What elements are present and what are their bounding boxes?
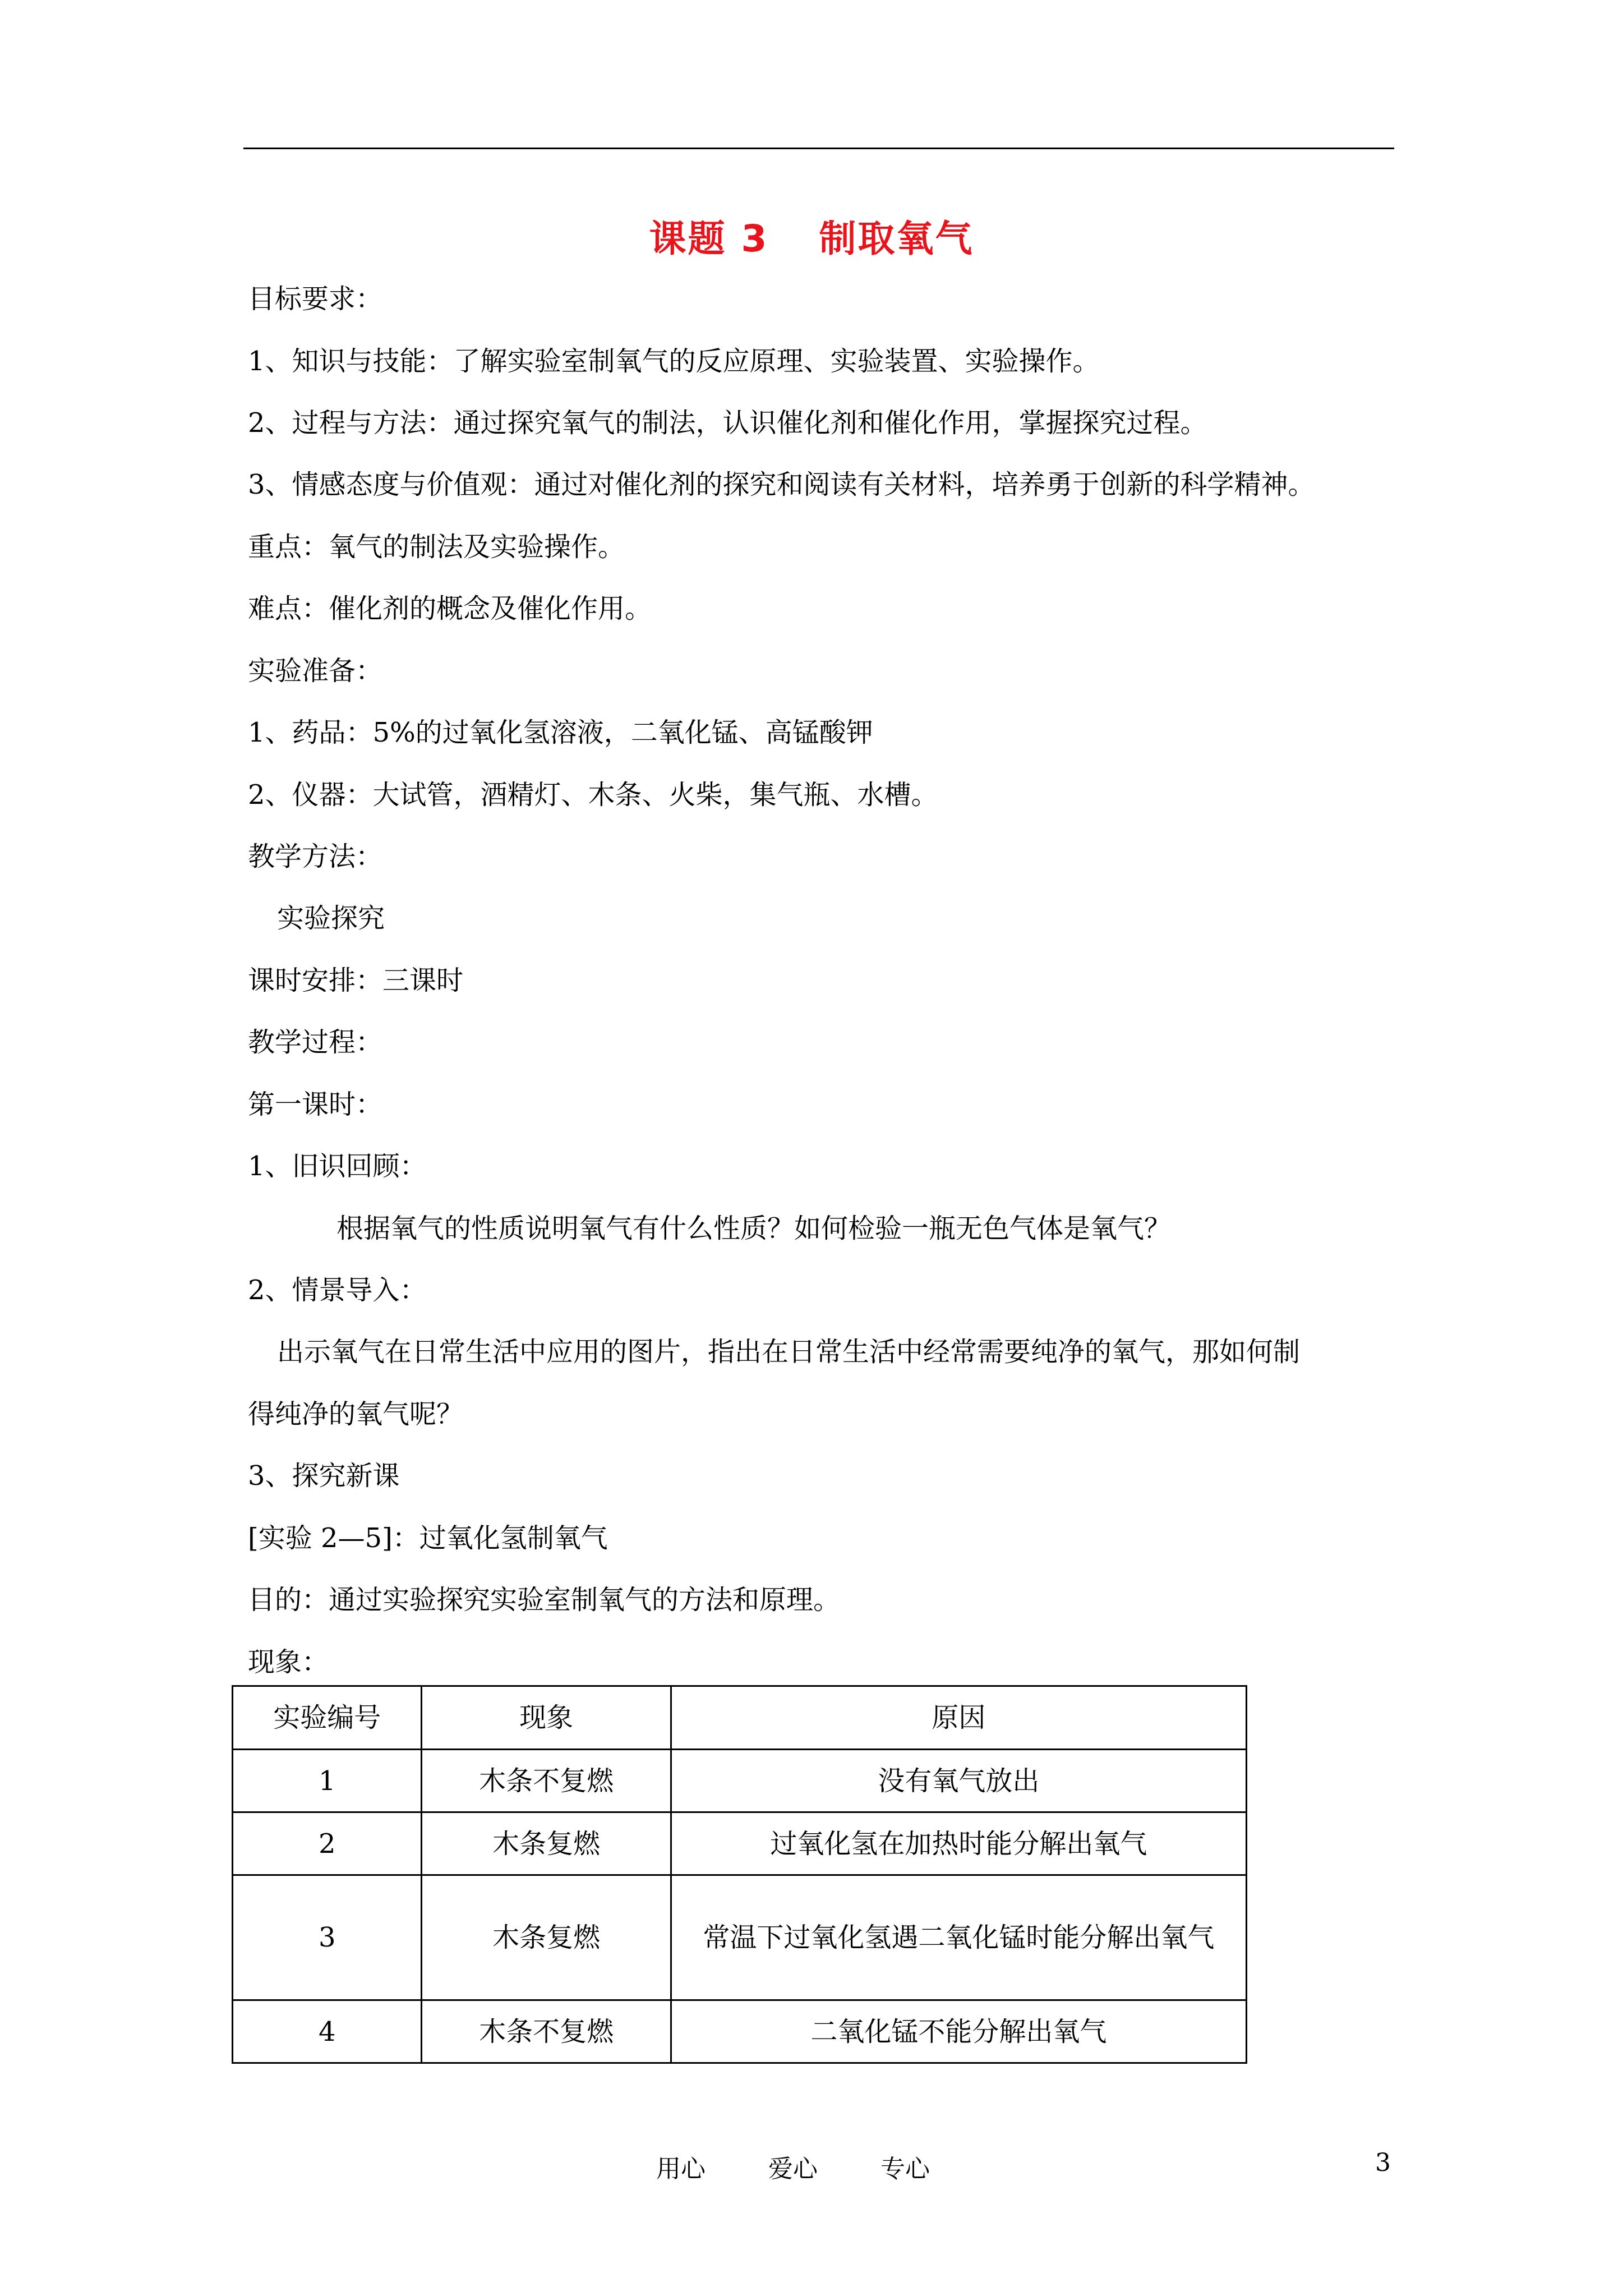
text-line: 3、探究新课 bbox=[248, 1460, 400, 1492]
text-line: 根据氧气的性质说明氧气有什么性质？如何检验一瓶无色气体是氧气？ bbox=[336, 1213, 1172, 1244]
text-line: 教学方法： bbox=[248, 841, 383, 872]
table-row bbox=[233, 2000, 1247, 2063]
table-cell: 木条不复燃 bbox=[422, 1750, 671, 1812]
table-cell: 4 bbox=[233, 2000, 422, 2063]
table-row bbox=[233, 1750, 1247, 1812]
table-row bbox=[233, 1812, 1247, 1875]
header-rule bbox=[243, 148, 1394, 149]
table-row bbox=[233, 1875, 1247, 2000]
text-line: 2、仪器：大试管，酒精灯、木条、火柴，集气瓶、水槽。 bbox=[248, 779, 938, 811]
text-line: 第一课时： bbox=[248, 1089, 383, 1120]
text-line: 重点：氧气的制法及实验操作。 bbox=[248, 531, 625, 563]
text-line: 目的：通过实验探究实验室制氧气的方法和原理。 bbox=[248, 1584, 841, 1616]
text-line: 得纯净的氧气呢？ bbox=[248, 1398, 464, 1430]
table-header-cell: 现象 bbox=[422, 1686, 671, 1750]
table-cell: 木条复燃 bbox=[422, 1812, 671, 1875]
title-part2: 制取氧气 bbox=[819, 217, 974, 260]
text-line: 现象： bbox=[248, 1646, 329, 1678]
table-cell: 2 bbox=[233, 1812, 422, 1875]
table-header-cell: 原因 bbox=[671, 1686, 1246, 1750]
text-line: 3、情感态度与价值观：通过对催化剂的探究和阅读有关材料，培养勇于创新的科学精神。 bbox=[248, 469, 1315, 500]
results-table bbox=[232, 1685, 1247, 2064]
table-cell: 木条不复燃 bbox=[422, 2000, 671, 2063]
text-line: 难点：催化剂的概念及催化作用。 bbox=[248, 593, 652, 624]
table-cell: 没有氧气放出 bbox=[671, 1750, 1246, 1812]
table-cell: 二氧化锰不能分解出氧气 bbox=[671, 2000, 1246, 2063]
text-line: 1、药品：5%的过氧化氢溶液，二氧化锰、高锰酸钾 bbox=[248, 717, 873, 748]
table-header-row bbox=[233, 1686, 1247, 1750]
text-line: 1、知识与技能：了解实验室制氧气的反应原理、实验装置、实验操作。 bbox=[248, 346, 1100, 377]
text-line: 实验探究 bbox=[277, 903, 385, 934]
table-cell: 1 bbox=[233, 1750, 422, 1812]
text-line: 实验准备： bbox=[248, 655, 383, 687]
table-cell: 常温下过氧化氢遇二氧化锰时能分解出氧气 bbox=[671, 1875, 1246, 2000]
text-line: 目标要求： bbox=[248, 283, 383, 315]
table-cell: 木条复燃 bbox=[422, 1875, 671, 2000]
title-part1: 课题 3 bbox=[649, 217, 769, 260]
text-line: 2、过程与方法：通过探究氧气的制法，认识催化剂和催化作用，掌握探究过程。 bbox=[248, 407, 1207, 439]
table-header-cell: 实验编号 bbox=[233, 1686, 422, 1750]
text-line: 课时安排：三课时 bbox=[248, 965, 464, 996]
footer-motto-1: 用心 bbox=[656, 2155, 706, 2183]
footer-motto-2: 爱心 bbox=[768, 2155, 818, 2183]
text-line: [实验 2—5]：过氧化氢制氧气 bbox=[248, 1522, 608, 1554]
page-title bbox=[0, 209, 1623, 262]
text-line: 2、情景导入： bbox=[248, 1274, 427, 1306]
text-line: 出示氧气在日常生活中应用的图片，指出在日常生活中经常需要纯净的氧气，那如何制 bbox=[277, 1336, 1301, 1368]
page-number: 3 bbox=[1375, 2148, 1391, 2177]
table-cell: 3 bbox=[233, 1875, 422, 2000]
footer-motto-3: 专心 bbox=[880, 2155, 930, 2183]
text-line: 1、旧识回顾： bbox=[248, 1151, 427, 1182]
table-cell: 过氧化氢在加热时能分解出氧气 bbox=[671, 1812, 1246, 1875]
text-line: 教学过程： bbox=[248, 1027, 383, 1058]
